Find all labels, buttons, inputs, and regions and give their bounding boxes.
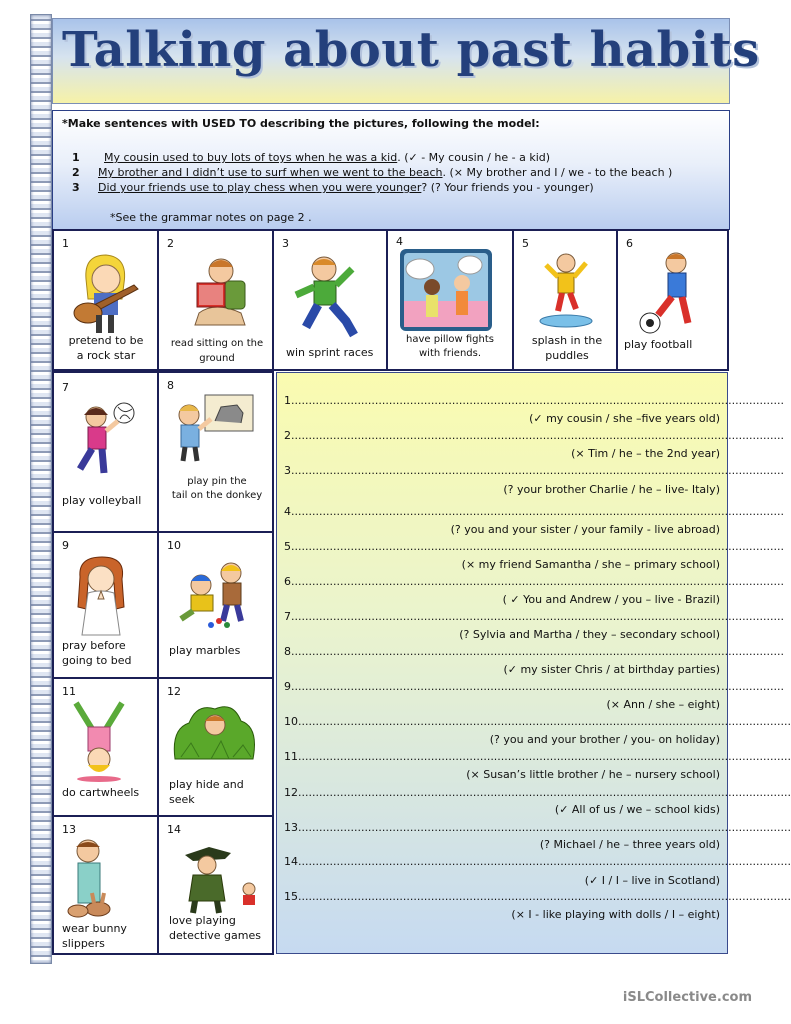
exercise-cue: (? you and your brother / you- on holiday) <box>489 733 720 746</box>
picture-number: 10 <box>167 539 181 552</box>
instructions-heading: *Make sentences with USED TO describing the pictures, following the model: <box>62 117 540 130</box>
exercise-cue: (? your brother Charlie / he – live- Italy) <box>503 483 720 496</box>
picture-cell <box>157 677 274 817</box>
picture-caption: pretend to be a rock star <box>68 334 144 362</box>
detective-boy-icon <box>169 837 265 913</box>
picture-caption: play football <box>624 338 693 351</box>
page-title: Talking about past habits <box>62 22 760 78</box>
exercise-number: 10. <box>284 715 302 728</box>
answer-dots: ............................................................................................................................................ <box>294 575 785 588</box>
exercise-number: 12. <box>284 786 302 799</box>
exercise-number: 7. <box>284 610 295 623</box>
exercise-line[interactable] <box>284 540 785 553</box>
exercise-line[interactable] <box>284 464 785 477</box>
picture-number: 11 <box>62 685 76 698</box>
exercise-number: 11. <box>284 750 302 763</box>
picture-cell <box>272 229 388 371</box>
exercise-cue: (✓ my sister Chris / at birthday parties) <box>503 663 720 676</box>
picture-cell <box>157 371 274 533</box>
exercise-cue: (? you and your sister / your family - live abroad) <box>450 523 720 536</box>
picture-number: 4 <box>396 235 403 248</box>
picture-cell <box>157 531 274 679</box>
praying-girl-icon <box>66 555 136 639</box>
answer-dots: ............................................................................................................................................ <box>301 890 791 903</box>
exercise-number: 13. <box>284 821 302 834</box>
picture-cell <box>52 677 159 817</box>
exercise-line[interactable] <box>284 429 785 442</box>
picture-caption: pray before going to bed <box>62 639 132 667</box>
exercise-number: 9. <box>284 680 295 693</box>
answer-dots: ............................................................................................................................................ <box>301 715 791 728</box>
exercise-number: 8. <box>284 645 295 658</box>
pin-the-tail-icon <box>171 391 257 463</box>
picture-cell <box>52 229 159 371</box>
exercise-cue: (? Michael / he – three years old) <box>539 838 720 851</box>
picture-cell <box>157 229 274 371</box>
answer-dots: ............................................................................................................................................ <box>301 821 791 834</box>
spiral-binding <box>30 14 52 964</box>
picture-number: 7 <box>62 381 69 394</box>
picture-cell <box>52 531 159 679</box>
exercise-cue: (? Sylvia and Martha / they – secondary school) <box>459 628 720 641</box>
exercise-number: 15. <box>284 890 302 903</box>
exercise-line[interactable] <box>284 786 791 799</box>
hiding-in-bush-icon <box>171 699 257 769</box>
exercise-line[interactable] <box>284 890 791 903</box>
exercise-number: 3. <box>284 464 295 477</box>
answer-dots: ............................................................................................................................................ <box>294 394 785 407</box>
answer-dots: ............................................................................................................................................ <box>294 429 785 442</box>
exercise-cue: (✓ I / I – live in Scotland) <box>584 874 720 887</box>
picture-cell <box>386 229 514 371</box>
exercise-line[interactable] <box>284 610 785 623</box>
picture-cell <box>512 229 618 371</box>
picture-number: 3 <box>282 237 289 250</box>
exercise-cue: (× Ann / she – eight) <box>606 698 720 711</box>
answer-dots: ............................................................................................................................................ <box>301 786 791 799</box>
exercise-line[interactable] <box>284 715 791 728</box>
exercise-cue: (✓ my cousin / she –five years old) <box>529 412 720 425</box>
picture-cell <box>52 371 159 533</box>
volleyball-girl-icon <box>64 397 150 481</box>
exercise-cue: (× my friend Samantha / she – primary school) <box>461 558 720 571</box>
answer-dots: ............................................................................................................................................ <box>294 505 785 518</box>
marbles-kids-icon <box>171 555 257 631</box>
picture-number: 12 <box>167 685 181 698</box>
picture-cell <box>52 815 159 955</box>
exercise-line[interactable] <box>284 575 785 588</box>
exercise-line[interactable] <box>284 680 785 693</box>
picture-number: 6 <box>626 237 633 250</box>
exercise-cue: (× Tim / he – the 2nd year) <box>571 447 720 460</box>
picture-number: 1 <box>62 237 69 250</box>
picture-caption: play pin the tail on the donkey <box>171 476 263 501</box>
exercise-line[interactable] <box>284 645 785 658</box>
picture-caption: read sitting on the ground <box>170 338 264 364</box>
picture-caption: play hide and seek <box>169 778 244 806</box>
cartwheel-girl-icon <box>64 699 134 783</box>
example-sentence: Did your friends use to play chess when you were younger? (? Your friends you - younger) <box>98 181 594 194</box>
picture-number: 2 <box>167 237 174 250</box>
exercise-line[interactable] <box>284 855 791 868</box>
example-number: 1 <box>72 151 80 164</box>
picture-number: 14 <box>167 823 181 836</box>
exercise-number: 14. <box>284 855 302 868</box>
exercise-number: 2. <box>284 429 295 442</box>
exercise-number: 4. <box>284 505 295 518</box>
exercise-cue: (× Susan’s little brother / he – nursery school) <box>466 768 720 781</box>
example-number: 2 <box>72 166 80 179</box>
bunny-slippers-boy-icon <box>64 837 134 921</box>
example-sentence: My cousin used to buy lots of toys when he was a kid. (✓ - My cousin / he - a kid) <box>104 151 551 164</box>
site-watermark: iSLCollective.com <box>622 990 752 1005</box>
picture-cell <box>157 815 274 955</box>
answer-dots: ............................................................................................................................................ <box>294 610 785 623</box>
exercise-cue: (✓ All of us / we – school kids) <box>554 803 720 816</box>
picture-caption: play volleyball <box>62 494 142 507</box>
grammar-note: *See the grammar notes on page 2 . <box>110 211 312 224</box>
answer-dots: ............................................................................................................................................ <box>294 645 785 658</box>
example-sentence: My brother and I didn’t use to surf when we went to the beach. (× My brother and I / we - to the beach ) <box>98 166 673 179</box>
answer-dots: ............................................................................................................................................ <box>301 855 791 868</box>
exercise-line[interactable] <box>284 394 785 407</box>
exercise-cue: (× I - like playing with dolls / I – eight) <box>511 908 720 921</box>
picture-caption: play marbles <box>169 644 241 657</box>
exercise-line[interactable] <box>284 821 791 834</box>
rock-star-girl-icon <box>64 249 146 337</box>
picture-number: 13 <box>62 823 76 836</box>
exercise-cue: ( ✓ You and Andrew / you – live - Brazil) <box>502 593 720 606</box>
exercise-number: 5. <box>284 540 295 553</box>
exercise-line[interactable] <box>284 750 791 763</box>
picture-caption: wear bunny slippers <box>62 922 127 950</box>
example-number: 3 <box>72 181 80 194</box>
reading-boy-icon <box>175 251 255 331</box>
answer-dots: ............................................................................................................................................ <box>294 464 785 477</box>
exercise-number: 6. <box>284 575 295 588</box>
picture-caption: win sprint races <box>286 346 374 359</box>
picture-number: 8 <box>167 379 174 392</box>
football-boy-icon <box>636 249 710 337</box>
picture-caption: love playing detective games <box>169 914 261 942</box>
picture-caption: do cartwheels <box>62 786 140 799</box>
answer-dots: ............................................................................................................................................ <box>294 680 785 693</box>
puddle-splash-icon <box>536 251 596 331</box>
answer-dots: ............................................................................................................................................ <box>294 540 785 553</box>
picture-number: 9 <box>62 539 69 552</box>
running-boy-icon <box>288 251 368 343</box>
picture-caption: have pillow fights with friends. <box>406 334 494 359</box>
exercise-number: 1. <box>284 394 295 407</box>
picture-number: 5 <box>522 237 529 250</box>
answer-dots: ............................................................................................................................................ <box>301 750 791 763</box>
picture-caption: splash in the puddles <box>531 334 603 362</box>
pillow-fight-icon <box>400 249 492 331</box>
picture-cell <box>616 229 729 371</box>
exercise-line[interactable] <box>284 505 785 518</box>
